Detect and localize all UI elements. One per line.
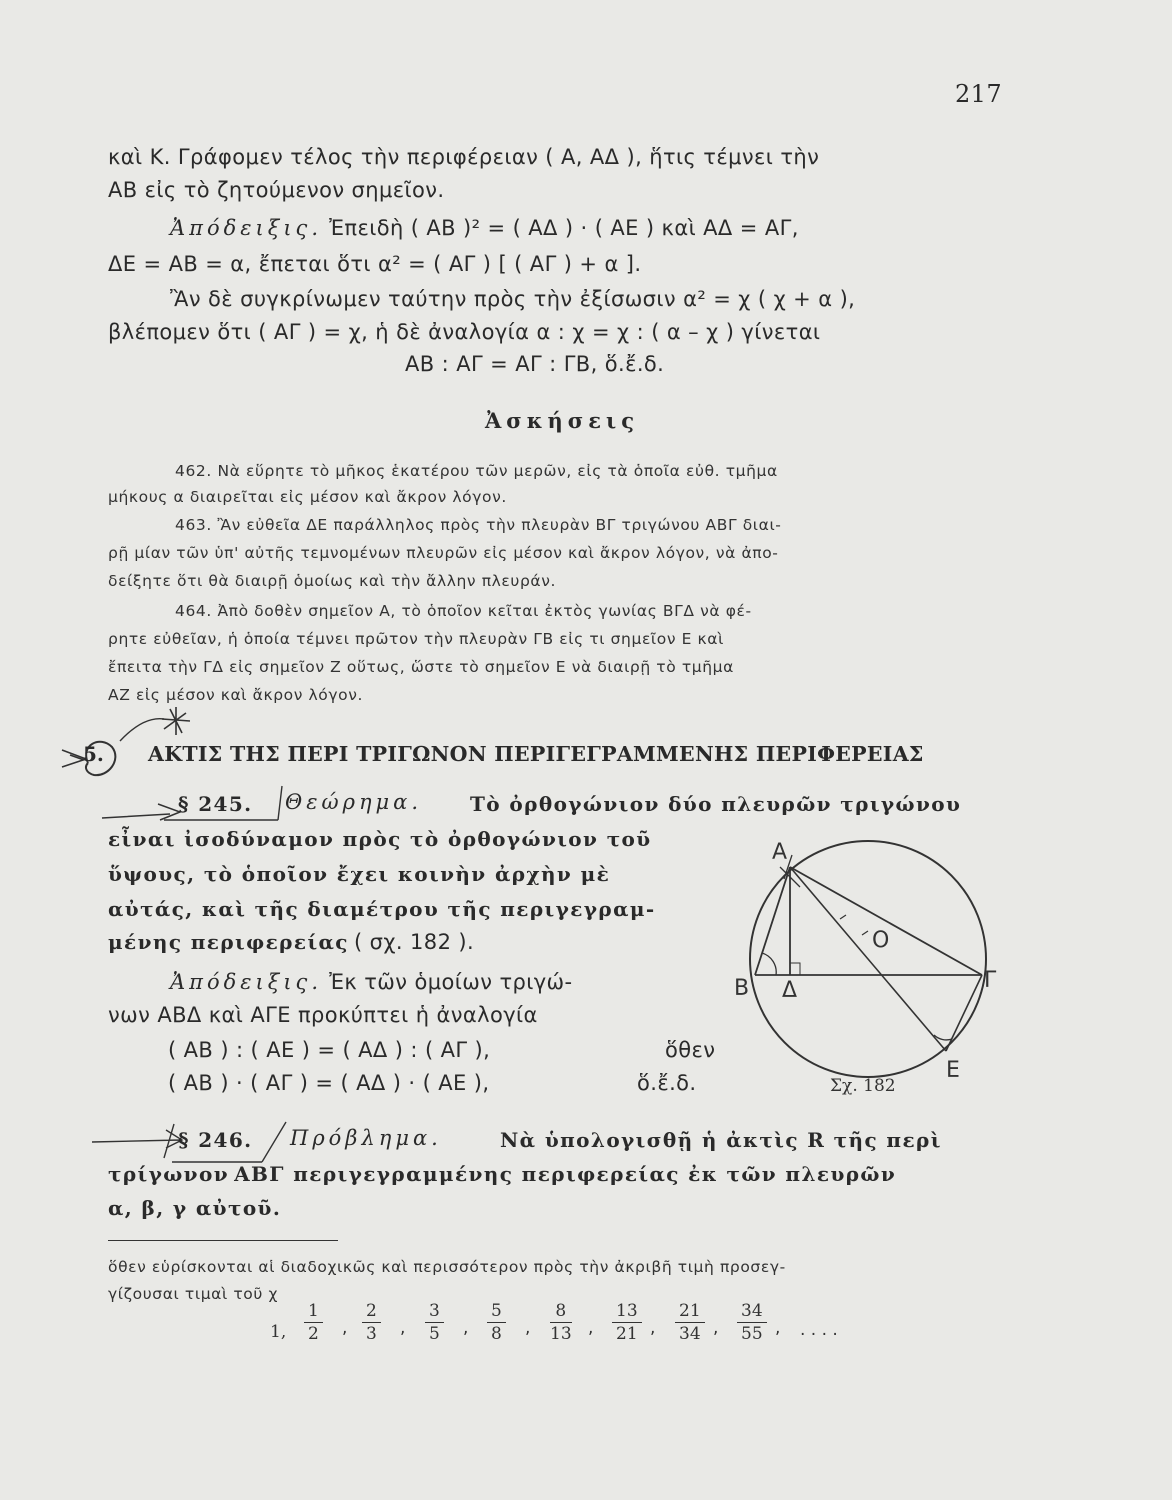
fraction <box>362 1300 381 1345</box>
problem-line: Νὰ ὑπολογισθῇ ἡ ἀκτὶς R τῆς περὶ <box>500 1128 942 1152</box>
text-line: νων ΑΒΔ καὶ ΑΓΕ προκύπτει ἡ ἀναλογία <box>108 1003 538 1027</box>
fraction-first: 1, <box>270 1322 287 1342</box>
proof-label: Ἀπόδειξις. <box>170 970 322 994</box>
footnote-rule <box>108 1240 338 1241</box>
fraction-numerator: 3 <box>425 1300 444 1323</box>
fraction-numerator: 5 <box>487 1300 506 1323</box>
theorem-label: Θεώρημα. <box>285 790 423 814</box>
section-number: 5. <box>83 742 104 766</box>
fraction-numerator: 13 <box>612 1300 642 1323</box>
exercise-line: 462. Νὰ εὕρητε τὸ μῆκος ἑκατέρου τῶν μερῶν, εἰς τὰ ὁποῖα εὐθ. τμῆμα <box>175 462 778 480</box>
problem-line <box>108 1162 896 1186</box>
exercise-line: μήκους α διαιρεῖται εἰς μέσον καὶ ἄκρον λόγον. <box>108 488 507 506</box>
equation: ( ΑΒ ) : ( ΑΕ ) = ( ΑΔ ) : ( ΑΓ ), <box>168 1038 491 1062</box>
fraction <box>425 1300 444 1345</box>
fraction <box>737 1300 767 1345</box>
fraction-separator: , <box>463 1318 469 1338</box>
section-title: ΑΚΤΙΣ ΤΗΣ ΠΕΡΙ ΤΡΙΓΩΝΟΝ ΠΕΡΙΓΕΓΡΑΜΜΕΝΗΣ ΠΕΡΙΦΕΡΕΙΑΣ <box>148 742 924 766</box>
proof-label: Ἀπόδειξις. <box>170 216 322 240</box>
handwritten-star <box>162 707 190 735</box>
fraction-denominator: 13 <box>550 1324 572 1344</box>
theorem-number: § 245. <box>178 792 253 816</box>
fraction-numerator: 34 <box>737 1300 767 1323</box>
problem-text: ΑΒΓ περιγεγραμμένης περιφερείας ἐκ τῶν πλευρῶν <box>234 1162 897 1186</box>
angle-mark-b <box>762 953 776 975</box>
fraction-separator: , <box>342 1318 348 1338</box>
label-d: Δ <box>782 978 798 1003</box>
fraction-numerator: 1 <box>304 1300 323 1323</box>
theorem-line: εἶναι ἰσοδύναμον πρὸς τὸ ὀρθογώνιον τοῦ <box>108 827 652 851</box>
exercise-line: 463. Ἂν εὐθεῖα ΔΕ παράλληλος πρὸς τὴν πλευρὰν ΒΓ τριγώνου ΑΒΓ διαι- <box>175 516 782 534</box>
text-line: ΑΒ : ΑΓ = ΑΓ : ΓΒ, ὅ.ἔ.δ. <box>405 352 665 376</box>
right-angle-d <box>790 963 800 975</box>
fraction-denominator: 3 <box>366 1324 377 1344</box>
text-line: καὶ Κ. Γράφομεν τέλος τὴν περιφέρειαν ( Α, ΑΔ ), ἥτις τέμνει τὴν <box>108 145 820 169</box>
theorem-line: ὕψους, τὸ ὁποῖον ἔχει κοινὴν ἀρχὴν μὲ <box>108 862 611 886</box>
equation-tail: ὅ.ἔ.δ. <box>637 1071 697 1095</box>
theorem-header <box>285 790 422 814</box>
fraction-denominator: 2 <box>308 1324 319 1344</box>
exercise-line: ρῇ μίαν τῶν ὑπ' αὐτῆς τεμνομένων πλευρῶν εἰς μέσον καὶ ἄκρον λόγον, νὰ ἀπο- <box>108 544 779 562</box>
fraction <box>675 1300 705 1345</box>
theorem-line: αὐτάς, καὶ τῆς διαμέτρου τῆς περιγεγραμ- <box>108 897 656 921</box>
side-ab <box>755 867 790 975</box>
figure-182 <box>730 835 1030 1105</box>
proof-text: Ἐκ τῶν ὁμοίων τριγώ- <box>329 970 573 994</box>
fraction-denominator: 21 <box>616 1324 638 1344</box>
figure-reference: ( σχ. 182 ). <box>353 930 475 954</box>
fraction-denominator: 55 <box>741 1324 763 1344</box>
arrow-line <box>92 1124 182 1158</box>
fraction-numerator: 21 <box>675 1300 705 1323</box>
fraction-denominator: 5 <box>429 1324 440 1344</box>
exercises-title: Ἀσκήσεις <box>485 408 639 433</box>
exercise-line: 464. Ἀπὸ δοθὲν σημεῖον Α, τὸ ὁποῖον κεῖται ἐκτὸς γωνίας ΒΓΔ νὰ φέ- <box>175 602 752 620</box>
fraction-separator: , <box>588 1318 594 1338</box>
bracket-line <box>164 786 282 820</box>
problem-number: § 246. <box>178 1128 253 1152</box>
handwritten-hook <box>120 719 164 741</box>
handwritten-bracket <box>160 782 300 822</box>
footnote-line: γίζουσαι τιμαὶ τοῦ χ <box>108 1285 279 1303</box>
fraction-numerator: 8 <box>550 1300 572 1323</box>
figure-caption: Σχ. 182 <box>830 1076 896 1096</box>
fraction-separator: , <box>775 1318 781 1338</box>
fraction <box>550 1300 572 1345</box>
label-o: Ο <box>872 928 890 953</box>
fraction-denominator: 8 <box>491 1324 502 1344</box>
fraction-separator: , <box>650 1318 656 1338</box>
label-e: Ε <box>946 1058 960 1083</box>
side-ag <box>790 867 982 975</box>
problem-line: α, β, γ αὐτοῦ. <box>108 1196 282 1220</box>
theorem-line: Τὸ ὀρθογώνιον δύο πλευρῶν τριγώνου <box>470 792 962 816</box>
exercise-line: ρητε εὐθεῖαν, ἡ ὁποία τέμνει πρῶτον τὴν πλευρὰν ΓΒ εἰς τι σημεῖον Ε καὶ <box>108 630 724 648</box>
exercise-line: ἔπειτα τὴν ΓΔ εἰς σημεῖον Ζ οὕτως, ὥστε τὸ σημεῖον Ε νὰ διαιρῇ τὸ τμῆμα <box>108 658 734 676</box>
fraction-ellipsis: . . . . <box>800 1320 838 1340</box>
label-b: Β <box>734 976 750 1001</box>
proof-line <box>170 216 799 240</box>
problem-label: Πρόβλημα. <box>290 1126 442 1150</box>
page-number: 217 <box>955 80 1003 108</box>
label-g: Γ <box>984 968 997 993</box>
text-line: Ἂν δὲ συγκρίνωμεν ταύτην πρὸς τὴν ἐξίσωσιν α² = χ ( χ + α ), <box>170 287 856 311</box>
problem-text: τρίγωνον <box>108 1162 229 1186</box>
footnote-line: ὅθεν εὑρίσκονται αἱ διαδοχικῶς καὶ περισσότερον πρὸς τὴν ἀκριβῆ τιμὴ προσεγ- <box>108 1258 786 1276</box>
fraction-separator: , <box>713 1318 719 1338</box>
label-a: Α <box>772 840 788 865</box>
text-line: ΑΒ εἰς τὸ ζητούμενον σημεῖον. <box>108 178 445 202</box>
fraction <box>304 1300 323 1345</box>
theorem-text: μένης περιφερείας <box>108 930 349 954</box>
proof-line <box>170 970 573 994</box>
equation-tail: ὅθεν <box>665 1038 716 1062</box>
fraction <box>612 1300 642 1345</box>
text-line: βλέπομεν ὅτι ( ΑΓ ) = χ, ἡ δὲ ἀναλογία α : χ = χ : ( α – χ ) γίνεται <box>108 320 821 344</box>
text-line: ΔΕ = ΑΒ = α, ἔπεται ὅτι α² = ( ΑΓ ) [ ( ΑΓ ) + α ]. <box>108 252 642 276</box>
proof-text: Ἐπειδὴ ( ΑΒ )² = ( ΑΔ ) · ( ΑΕ ) καὶ ΑΔ = ΑΓ, <box>329 216 799 240</box>
fraction <box>487 1300 506 1345</box>
fraction-denominator: 34 <box>679 1324 701 1344</box>
fraction-separator: , <box>400 1318 406 1338</box>
fraction-separator: , <box>525 1318 531 1338</box>
fraction-numerator: 2 <box>362 1300 381 1323</box>
equation: ( ΑΒ ) · ( ΑΓ ) = ( ΑΔ ) · ( ΑΕ ), <box>168 1071 490 1095</box>
exercise-line: ΑΖ εἰς μέσον καὶ ἄκρον λόγον. <box>108 686 364 704</box>
diameter-ae <box>790 867 946 1051</box>
problem-header <box>290 1126 442 1150</box>
exercise-line: δείξητε ὅτι θὰ διαιρῇ ὁμοίως καὶ τὴν ἄλλην πλευράν. <box>108 572 557 590</box>
theorem-line <box>108 930 474 954</box>
